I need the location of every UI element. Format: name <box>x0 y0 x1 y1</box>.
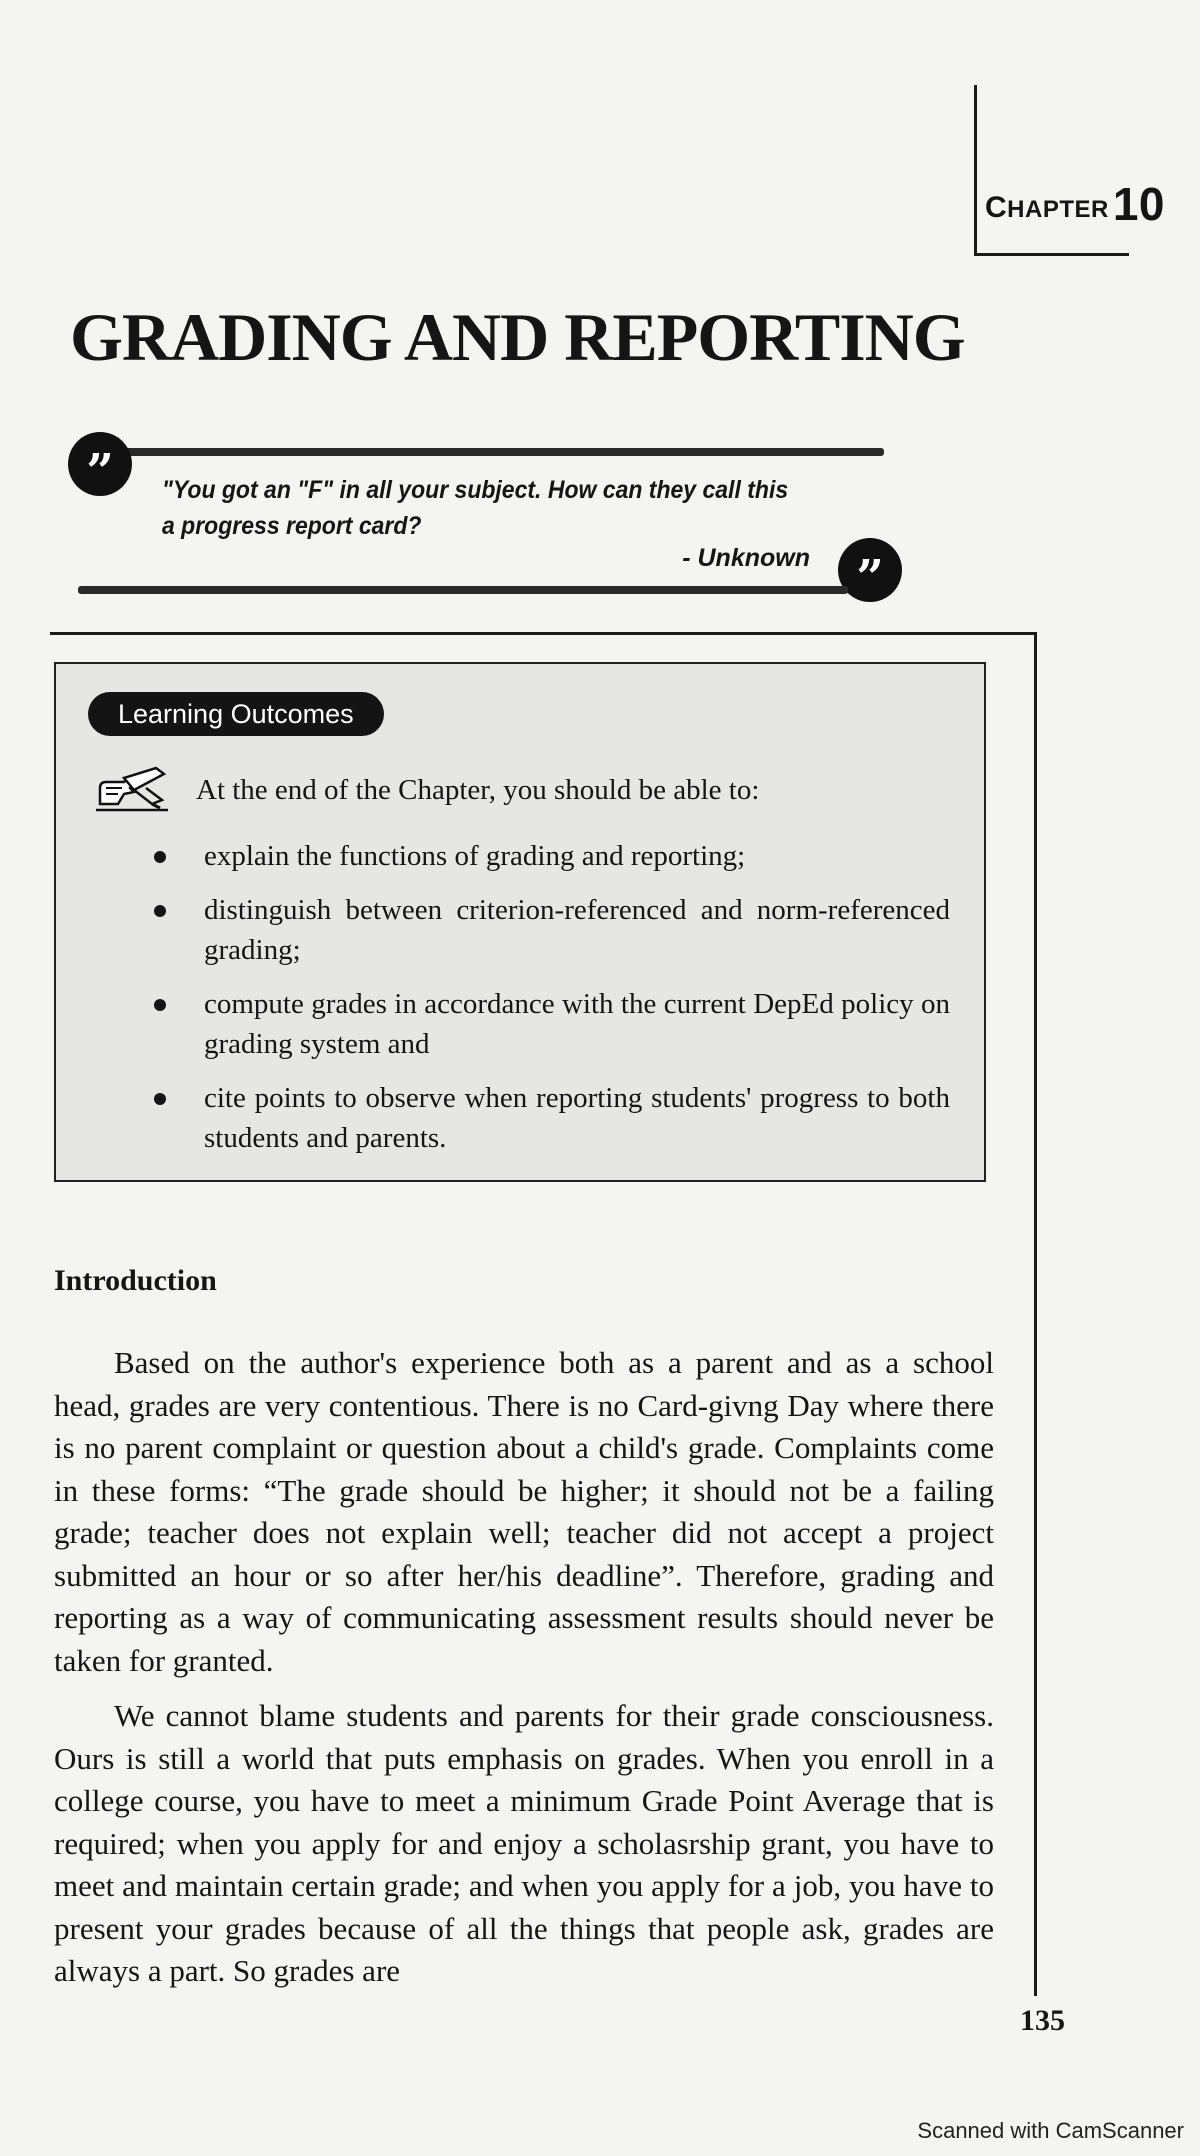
quote-rule-top <box>118 448 884 456</box>
paragraph: Based on the author's experience both as a parent and as a school head, grades are very contentious. There is no Card-givng Day where there is no parent complaint or question about a child's grade. Complaints come in these forms: “The grade should be higher; it should not be a failing grade; teacher does not explain well; teacher did not accept a project submitted an hour or so after her/his deadline”. Therefore, grading and reporting as a way of communicating assessment results should never be taken for granted. <box>54 1345 994 1678</box>
page-number: 135 <box>1020 2004 1065 2037</box>
frame-top-rule <box>50 632 1036 635</box>
chapter-title: GRADING AND REPORTING <box>70 299 965 375</box>
introduction-heading: Introduction <box>54 1264 217 1297</box>
scan-watermark: Scanned with CamScanner <box>917 2118 1184 2143</box>
learning-outcomes-box <box>54 662 986 1182</box>
list-item <box>152 984 950 1064</box>
bullet-icon <box>154 851 166 863</box>
list-item-text: explain the functions of grading and reporting; <box>204 840 746 872</box>
chapter-label-initial: C <box>985 191 1008 224</box>
learning-outcomes-intro: At the end of the Chapter, you should be able to: <box>196 774 760 806</box>
list-item-text: compute grades in accordance with the current DepEd policy on grading system and <box>204 988 950 1060</box>
chapter-label <box>985 177 1165 231</box>
bullet-icon <box>154 1093 166 1105</box>
quote-text: "You got an "F" in all your subject. How can they call this a progress report card? <box>162 476 789 540</box>
quote-attribution: - Unknown <box>682 544 810 572</box>
list-item <box>152 1078 950 1158</box>
learning-outcomes-list <box>152 836 950 1172</box>
quote-rule-bottom <box>78 586 848 594</box>
bullet-icon <box>154 905 166 917</box>
introduction-body <box>54 1342 994 2006</box>
frame-right-rule <box>1034 632 1037 1996</box>
list-item-text: cite points to observe when reporting students' progress to both students and parents. <box>204 1082 950 1154</box>
chapter-number: 10 <box>1112 178 1166 230</box>
writing-hand-icon <box>94 764 170 814</box>
list-item <box>152 836 950 876</box>
bullet-icon <box>154 999 166 1011</box>
learning-outcomes-badge: Learning Outcomes <box>88 692 384 736</box>
chapter-tag <box>974 85 1166 256</box>
list-item-text: distinguish between criterion-referenced and norm-referenced grading; <box>204 894 950 966</box>
list-item <box>152 890 950 970</box>
close-quote-icon: ” <box>838 538 902 602</box>
paragraph: We cannot blame students and parents for their grade consciousness. Ours is still a world that puts emphasis on grades. When you enroll in a college course, you have to meet a minimum Grade Point Average that is required; when you apply for and enjoy a scholasrship grant, you have to meet and maintain certain grade; and when you apply for a job, you have to present your grades because of all the things that people ask, grades are always a part. So grades are <box>54 1698 994 1988</box>
open-quote-icon: ” <box>68 432 132 496</box>
chapter-label-rest: HAPTER <box>1007 196 1109 223</box>
